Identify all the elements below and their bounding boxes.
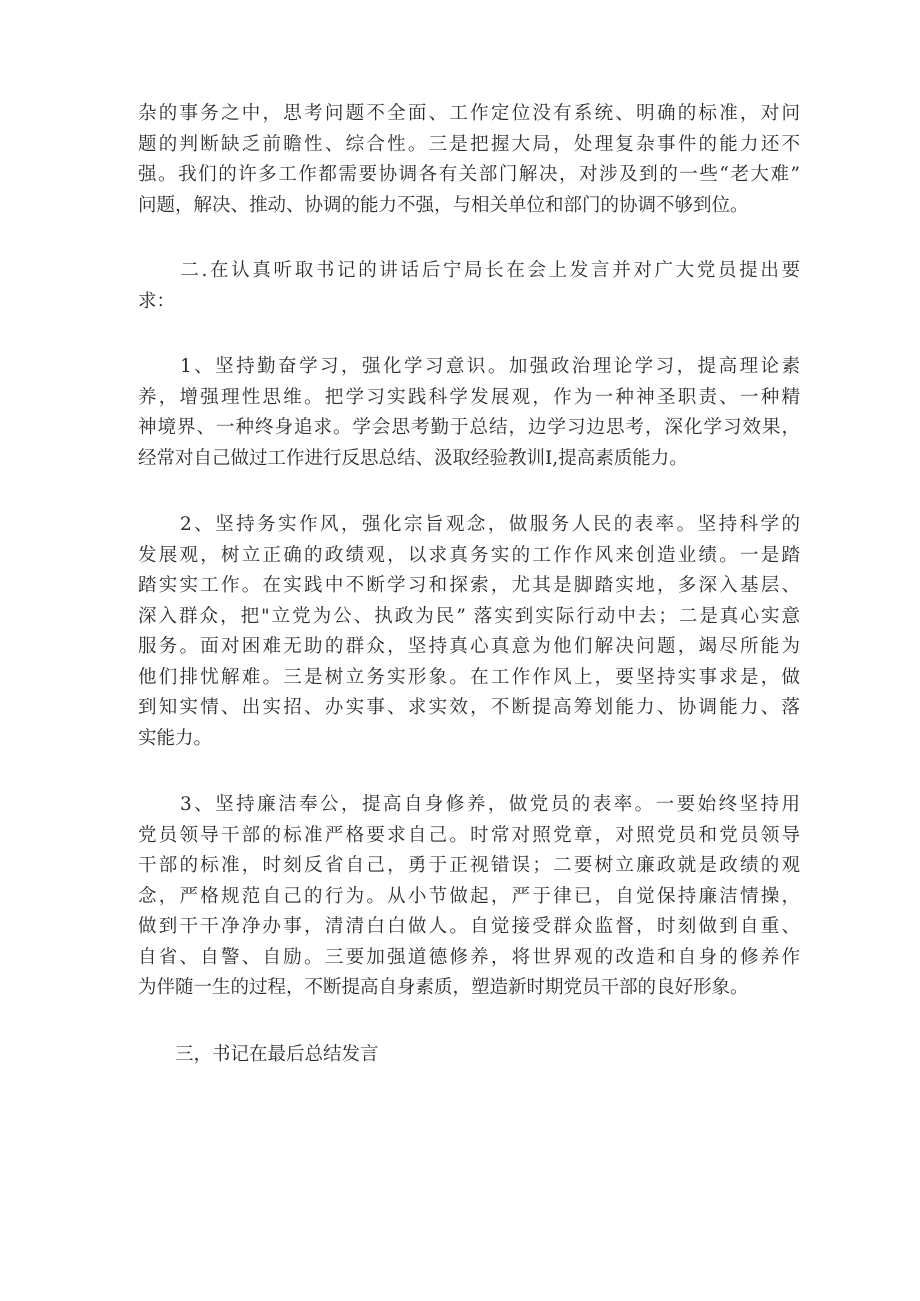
paragraph-point-3 — [138, 790, 800, 1004]
text-line: 经常对自己做过工作进行反思总结、汲取经验教训Ⅰ,提高素质能力。 — [138, 447, 688, 469]
text-line: 2、坚持务实作风，强化宗旨观念，做服务人民的表率。坚持科学的 — [138, 514, 800, 535]
text-line: 1、坚持勤奋学习，强化学习意识。加强政治理论学习，提高理论素 — [138, 356, 800, 377]
text-line: 二.在认真听取书记的讲话后宁局长在会上发言并对广大党员提出要 — [138, 260, 800, 281]
text-line: 杂的事务之中，思考问题不全面、工作定位没有系统、明确的标准，对问 — [138, 103, 800, 124]
text-line: 到知实情、出实招、办实事、求实效，不断提高筹划能力、协调能力、落 — [138, 697, 800, 718]
paragraph-problems-continued — [138, 99, 800, 221]
text-line: 强。我们的许多工作都需要协调各有关部门解决，对涉及到的一些“老大难” — [138, 164, 800, 185]
paragraph-section-three-heading — [138, 1040, 800, 1071]
text-line: 求： — [138, 290, 176, 312]
text-line: 3、坚持廉洁奉公，提高自身修养，做党员的表率。一要始终坚持用 — [138, 794, 800, 815]
text-line: 三，书记在最后总结发言 — [138, 1043, 379, 1065]
text-line: 养，增强理性思维。把学习实践科学发展观，作为一种神圣职责、一种精 — [138, 386, 800, 408]
text-line: 干部的标准，时刻反省自己，勇于正视错误；二要树立廉政就是政绩的观 — [138, 855, 800, 876]
paragraph-point-1 — [138, 352, 800, 474]
text-line: 发展观，树立正确的政绩观，以求真务实的工作作风来创造业绩。一是踏 — [138, 544, 800, 566]
text-line: 题的判断缺乏前瞻性、综合性。三是把握大局，处理复杂事件的能力还不 — [138, 133, 800, 155]
document-page — [138, 99, 800, 1070]
paragraph-section-two-heading — [138, 256, 800, 317]
paragraph-point-2 — [138, 510, 800, 754]
text-line: 为伴随一生的过程，不断提高自身素质，塑造新时期党员干部的良好形象。 — [138, 977, 749, 998]
text-line: 他们排忧解难。三是树立务实形象。在工作作风上，要坚持实事求是，做 — [138, 666, 800, 688]
text-line: 服务。面对困难无助的群众，坚持真心真意为他们解决问题，竭尽所能为 — [138, 636, 800, 657]
text-line: 神境界、一种终身追求。学会思考勤于总结，边学习边思考，深化学习效果， — [138, 417, 800, 438]
text-line: 问题，解决、推动、协调的能力不强，与相关单位和部门的协调不够到位。 — [138, 194, 749, 216]
text-line: 踏实实工作。在实践中不断学习和探索，尤其是脚踏实地，多深入基层、 — [138, 575, 800, 596]
text-line: 自省、自警、自励。三要加强道德修养，将世界观的改造和自身的修养作 — [138, 946, 800, 968]
text-line: 做到干干净净办事，清清白白做人。自觉接受群众监督，时刻做到自重、 — [138, 916, 800, 937]
text-line: 念，严格规范自己的行为。从小节做起，严于律已，自觉保持廉洁情操， — [138, 885, 800, 907]
text-line: 实能力。 — [138, 727, 213, 749]
text-line: 深入群众，把"立党为公、执政为民” 落实到实际行动中去；二是真心实意 — [138, 605, 800, 627]
text-line: 党员领导干部的标准严格要求自己。时常对照党章，对照党员和党员领导 — [138, 824, 800, 846]
